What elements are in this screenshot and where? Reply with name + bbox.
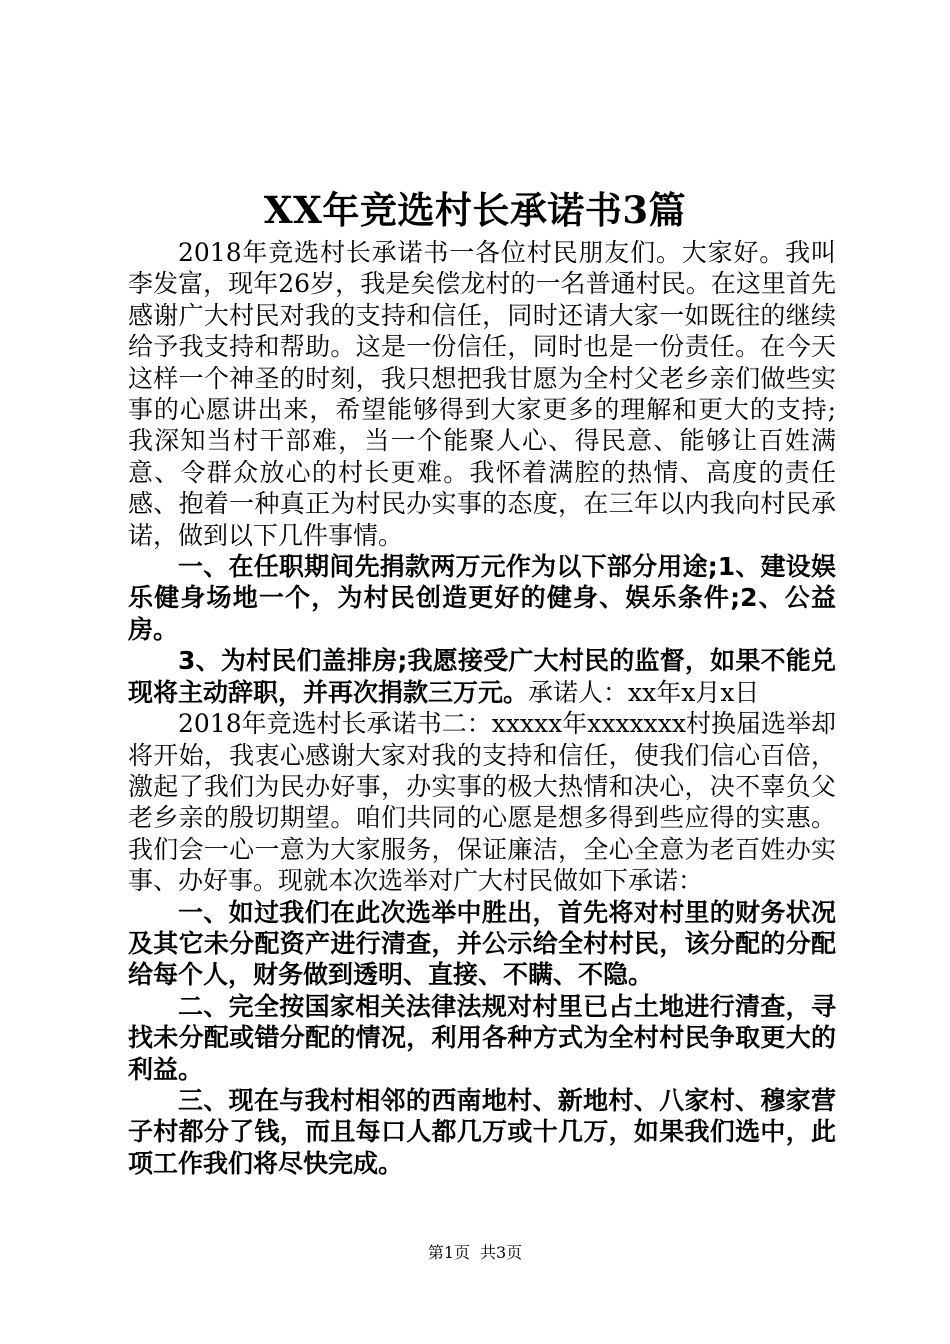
page-total: 共3页 (480, 1243, 523, 1262)
page-footer (0, 1243, 950, 1263)
paragraph-commitment-one: 一、如过我们在此次选举中胜出，首先将对村里的财务状况及其它未分配资产进行清查，并公示给全村村民，该分配的分配给每个人，财务做到透明、直接、不瞒、不隐。 (128, 897, 836, 990)
paragraph-second-letter: 2018年竞选村长承诺书二：xxxxx年xxxxxxx村换届选举却将开始，我衷心感谢大家对我的支持和信任，使我们信心百倍，激起了我们为民办好事，办实事的极大热情和决心，决不辜负父老乡亲的殷切期望。咱们共同的心愿是想多得到些应得的实惠。我们会一心一意为大家服务，保证廉洁，全心全意为老百姓办实事、办好事。现就本次选举对广大村民做如下承诺： (128, 709, 836, 896)
document-body (128, 237, 836, 1179)
paragraph-promise-three (128, 645, 836, 708)
page-number: 第1页 (427, 1243, 470, 1262)
paragraph-intro: 2018年竞选村长承诺书一各位村民朋友们。大家好。我叫李发富，现年26岁，我是矣偿龙村的一名普通村民。在这里首先感谢广大村民对我的支持和信任，同时还请大家一如既往的继续给予我支持和帮助。这是一份信任，同时也是一份责任。在今天这样一个神圣的时刻，我只想把我甘愿为全村父老乡亲们做些实事的心愿讲出来，希望能够得到大家更多的理解和更大的支持;我深知当村干部难，当一个能聚人心、得民意、能够让百姓满意、令群众放心的村长更难。我怀着满腔的热情、高度的责任感、抱着一种真正为村民办实事的态度，在三年以内我向村民承诺，做到以下几件事情。 (128, 238, 836, 550)
paragraph-commitment-three: 三、现在与我村相邻的西南地村、新地村、八家村、穆家营子村都分了钱，而且每口人都几万或十几万，如果我们选中，此项工作我们将尽快完成。 (128, 1085, 836, 1178)
paragraph-promise-one: 一、在任职期间先捐款两万元作为以下部分用途;1、建设娱乐健身场地一个，为村民创造更好的健身、娱乐条件;2、公益房。 (128, 552, 836, 644)
document-title: XX年竞选村长承诺书3篇 (263, 188, 687, 232)
paragraph-promise-three-text: 3、为村民们盖排房;我愿接受广大村民的监督，如果不能兑现将主动辞职，并再次捐款三万元。 (128, 646, 836, 707)
signature-line: 承诺人：xx年x月x日 (528, 677, 760, 707)
paragraph-commitment-two: 二、完全按国家相关法律法规对村里已占土地进行清查，寻找未分配或错分配的情况，利用各种方式为全村村民争取更大的利益。 (128, 991, 836, 1084)
